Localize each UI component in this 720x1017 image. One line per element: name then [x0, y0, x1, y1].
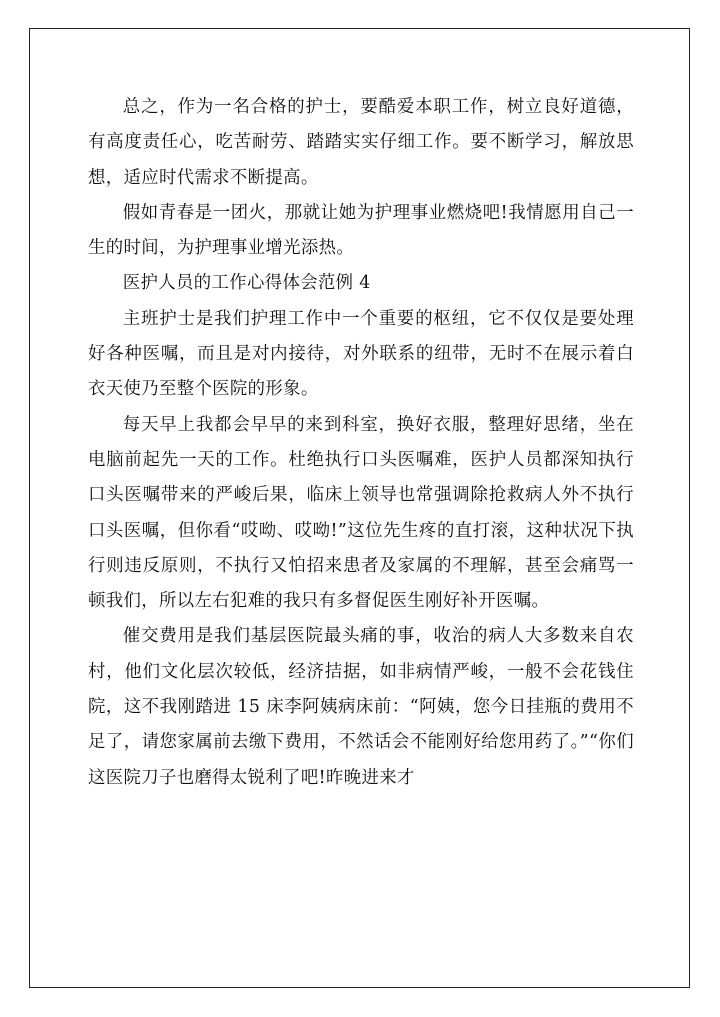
paragraph-head-nurse: 主班护士是我们护理工作中一个重要的枢纽，它不仅仅是要处理好各种医嘱，而且是对内接待，对外联系的纽带，无时不在展示着白衣天使乃至整个医院的形象。	[88, 308, 634, 400]
paragraph-youth: 假如青春是一团火，那就让她为护理事业燃烧吧!我情愿用自己一生的时间，为护理事业增光添热。	[88, 202, 634, 259]
section-heading: 医护人员的工作心得体会范例 4	[122, 273, 371, 294]
paragraph-conclusion: 总之，作为一名合格的护士，要酷爱本职工作，树立良好道德，有高度责任心，吃苦耐劳、踏踏实实仔细工作。要不断学习，解放思想，适应时代需求不断提高。	[88, 97, 634, 188]
document-body	[88, 90, 634, 796]
paragraph-daily-work: 每天早上我都会早早的来到科室，换好衣服，整理好思绪，坐在电脑前起先一天的工作。杜绝执行口头医嘱难，医护人员都深知执行口头医嘱带来的严峻后果，临床上领导也常强调除抢救病人外不执行口头医嘱，但你看“哎呦、哎呦!”这位先生疼的直打滚，这种状况下执行则违反原则，不执行又怕招来患者及家属的不理解，甚至会痛骂一顿我们，所以左右犯难的我只有多督促医生刚好补开医嘱。	[88, 414, 634, 612]
paragraph-fees: 催交费用是我们基层医院最头痛的事，收治的病人大多数来自农村，他们文化层次较低，经济拮据，如非病情严峻，一般不会花钱住院，这不我刚踏进 15 床李阿姨病床前：“阿姨，您今日挂瓶的费用不足了，请您家属前去缴下费用，不然话会不能刚好给您用药了。”“你们这医院刀子也磨得太锐利了吧!昨晚进来才	[88, 626, 634, 788]
